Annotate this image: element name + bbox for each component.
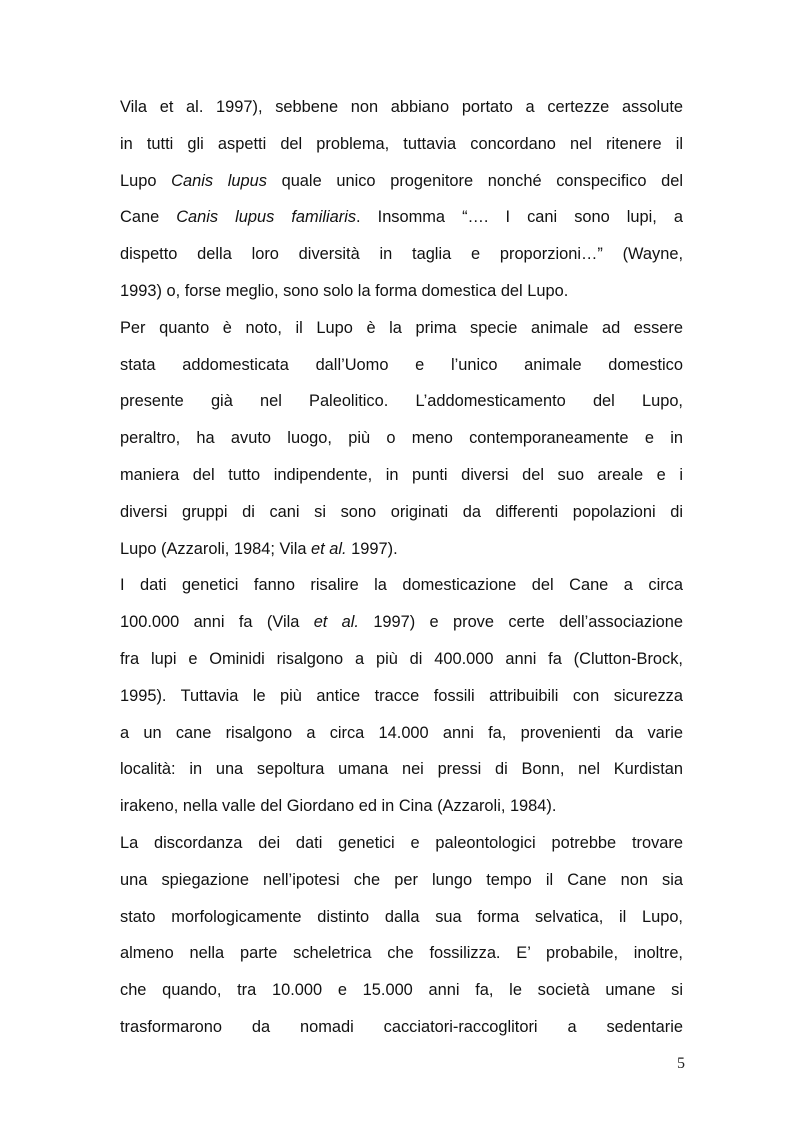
text-line: in tutti gli aspetti del problema, tuttavia concordano nel ritenere il: [120, 134, 683, 153]
text-line: Lupo (Azzaroli, 1984; Vila et al. 1997).: [120, 539, 398, 558]
text-line: che quando, tra 10.000 e 15.000 anni fa, le società umane si: [120, 981, 683, 1000]
body-text: [120, 89, 683, 1046]
text-line: peraltro, ha avuto luogo, più o meno contemporaneamente e in: [120, 429, 683, 448]
text-line: trasformarono da nomadi cacciatori-raccoglitori a sedentarie: [120, 1017, 683, 1036]
text-line: stato morfologicamente distinto dalla sua forma selvatica, il Lupo,: [120, 907, 683, 926]
text-line: presente già nel Paleolitico. L’addomesticamento del Lupo,: [120, 392, 683, 411]
text-line: I dati genetici fanno risalire la domesticazione del Cane a circa: [120, 576, 683, 595]
text-line: località: in una sepoltura umana nei pressi di Bonn, nel Kurdistan: [120, 760, 683, 779]
text-line: diversi gruppi di cani si sono originati da differenti popolazioni di: [120, 502, 683, 521]
text-line: almeno nella parte scheletrica che fossilizza. E’ probabile, inoltre,: [120, 944, 683, 963]
text-line: fra lupi e Ominidi risalgono a più di 400.000 anni fa (Clutton-Brock,: [120, 649, 683, 668]
text-line: irakeno, nella valle del Giordano ed in Cina (Azzaroli, 1984).: [120, 797, 557, 816]
text-line: una spiegazione nell’ipotesi che per lungo tempo il Cane non sia: [120, 870, 683, 889]
text-line: a un cane risalgono a circa 14.000 anni fa, provenienti da varie: [120, 723, 683, 742]
text-line: maniera del tutto indipendente, in punti diversi del suo areale e i: [120, 465, 683, 484]
text-line: Lupo Canis lupus quale unico progenitore nonché conspecifico del: [120, 171, 683, 190]
text-line: Per quanto è noto, il Lupo è la prima specie animale ad essere: [120, 318, 683, 337]
text-line: 1995). Tuttavia le più antice tracce fossili attribuibili con sicurezza: [120, 686, 683, 705]
text-line: Cane Canis lupus familiaris. Insomma “…. I cani sono lupi, a: [120, 208, 683, 227]
text-line: 1993) o, forse meglio, sono solo la forma domestica del Lupo.: [120, 281, 569, 300]
text-line: stata addomesticata dall’Uomo e l’unico animale domestico: [120, 355, 683, 374]
text-line: dispetto della loro diversità in taglia e proporzioni…” (Wayne,: [120, 245, 683, 264]
page-number: 5: [677, 1055, 685, 1072]
text-line: 100.000 anni fa (Vila et al. 1997) e prove certe dell’associazione: [120, 613, 683, 632]
text-line: Vila et al. 1997), sebbene non abbiano portato a certezze assolute: [120, 98, 683, 116]
text-line: La discordanza dei dati genetici e paleontologici potrebbe trovare: [120, 833, 683, 852]
